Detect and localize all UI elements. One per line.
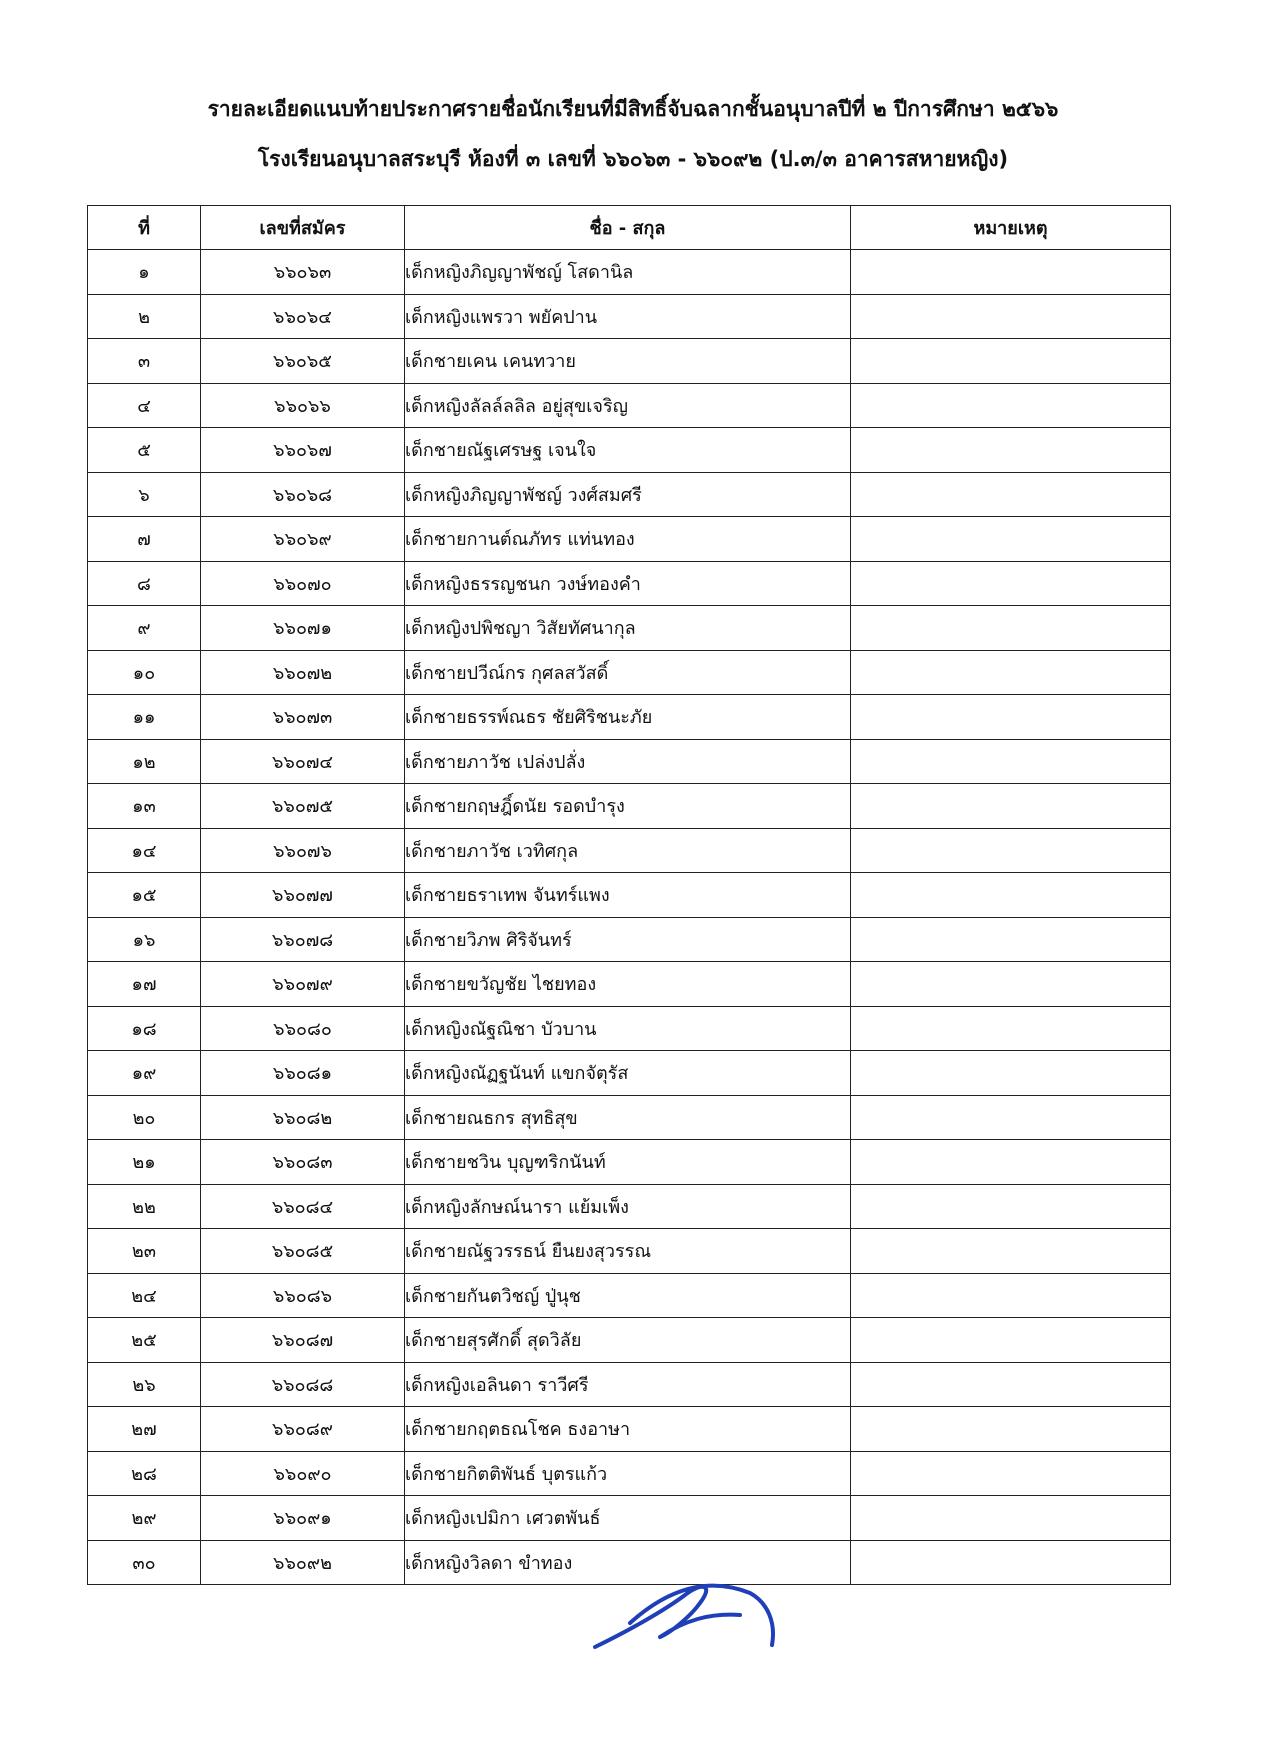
student-name: เด็กชายณัฐเศรษฐ เจนใจ [405,428,851,473]
note-cell [851,250,1171,295]
note-cell [851,784,1171,829]
table-row [88,650,1171,695]
note-cell [851,1095,1171,1140]
note-cell [851,1006,1171,1051]
row-number: ๒๒ [88,1184,201,1229]
note-cell [851,1273,1171,1318]
note-cell [851,695,1171,740]
row-number: ๒๔ [88,1273,201,1318]
note-cell [851,472,1171,517]
application-number: ๖๖๐๘๑ [201,1051,405,1096]
student-name: เด็กหญิงภิญญาพัชญ์ วงศ์สมศรี [405,472,851,517]
student-name: เด็กชายภาวัช เวทิศกุล [405,828,851,873]
student-name: เด็กชายกันตวิชญ์ ปู่นุช [405,1273,851,1318]
application-number: ๖๖๐๗๐ [201,561,405,606]
note-cell [851,1451,1171,1496]
table-row [88,962,1171,1007]
student-name: เด็กชายธราเทพ จันทร์แพง [405,873,851,918]
row-number: ๒๙ [88,1496,201,1541]
student-name: เด็กชายปวีณ์กร กุศลสวัสดิ์ [405,650,851,695]
note-cell [851,873,1171,918]
student-name: เด็กหญิงณัฐณิชา บัวบาน [405,1006,851,1051]
note-cell [851,1540,1171,1585]
row-number: ๑๗ [88,962,201,1007]
application-number: ๖๖๐๖๖ [201,383,405,428]
table-row [88,383,1171,428]
application-number: ๖๖๐๗๕ [201,784,405,829]
note-cell [851,1229,1171,1274]
row-number: ๑๒ [88,739,201,784]
student-name: เด็กชายกฤษฎิ์ดนัย รอดบำรุง [405,784,851,829]
table-row [88,428,1171,473]
table-row [88,1051,1171,1096]
table-row [88,784,1171,829]
application-number: ๖๖๐๖๔ [201,294,405,339]
table-row [88,294,1171,339]
note-cell [851,1496,1171,1541]
application-number: ๖๖๐๗๖ [201,828,405,873]
table-row [88,1229,1171,1274]
student-name: เด็กชายณธกร สุทธิสุข [405,1095,851,1140]
application-number: ๖๖๐๘๖ [201,1273,405,1318]
note-cell [851,606,1171,651]
row-number: ๒ [88,294,201,339]
row-number: ๒๗ [88,1407,201,1452]
table-row [88,250,1171,295]
application-number: ๖๖๐๗๘ [201,917,405,962]
application-number: ๖๖๐๘๐ [201,1006,405,1051]
student-name: เด็กชายวิภพ ศิริจันทร์ [405,917,851,962]
student-name: เด็กหญิงแพรวา พยัคปาน [405,294,851,339]
table-row [88,1273,1171,1318]
table-row [88,1184,1171,1229]
table-row [88,873,1171,918]
row-number: ๓ [88,339,201,384]
header-name: ชื่อ - สกุล [405,206,851,250]
row-number: ๘ [88,561,201,606]
table-row [88,917,1171,962]
header-no: ที่ [88,206,201,250]
row-number: ๒๕ [88,1318,201,1363]
row-number: ๑๐ [88,650,201,695]
student-name: เด็กหญิงวิลดา ขำทอง [405,1540,851,1585]
row-number: ๒๖ [88,1362,201,1407]
table-row [88,695,1171,740]
table-row [88,1140,1171,1185]
application-number: ๖๖๐๗๔ [201,739,405,784]
table-header-row [88,206,1171,250]
row-number: ๗ [88,517,201,562]
row-number: ๒๐ [88,1095,201,1140]
note-cell [851,383,1171,428]
application-number: ๖๖๐๗๓ [201,695,405,740]
student-table [87,205,1171,1585]
row-number: ๒๘ [88,1451,201,1496]
row-number: ๑๖ [88,917,201,962]
application-number: ๖๖๐๘๘ [201,1362,405,1407]
note-cell [851,1362,1171,1407]
table-row [88,1451,1171,1496]
row-number: ๑ [88,250,201,295]
application-number: ๖๖๐๘๓ [201,1140,405,1185]
application-number: ๖๖๐๖๗ [201,428,405,473]
application-number: ๖๖๐๖๕ [201,339,405,384]
application-number: ๖๖๐๘๕ [201,1229,405,1274]
application-number: ๖๖๐๙๒ [201,1540,405,1585]
student-name: เด็กชายกฤตธณโชค ธงอาษา [405,1407,851,1452]
signature-stroke [595,1586,773,1647]
table-row [88,1362,1171,1407]
note-cell [851,650,1171,695]
student-name: เด็กหญิงปพิชญา วิสัยทัศนากุล [405,606,851,651]
note-cell [851,294,1171,339]
student-name: เด็กหญิงเอลินดา ราวีศรี [405,1362,851,1407]
table-row [88,739,1171,784]
header-note: หมายเหตุ [851,206,1171,250]
table-body [88,250,1171,1585]
application-number: ๖๖๐๙๐ [201,1451,405,1496]
row-number: ๑๓ [88,784,201,829]
application-number: ๖๖๐๘๒ [201,1095,405,1140]
header-application-no: เลขที่สมัคร [201,206,405,250]
application-number: ๖๖๐๘๙ [201,1407,405,1452]
student-name: เด็กชายสุรศักดิ์ สุดวิลัย [405,1318,851,1363]
row-number: ๒๓ [88,1229,201,1274]
application-number: ๖๖๐๗๒ [201,650,405,695]
student-name: เด็กชายกิตติพันธ์ บุตรแก้ว [405,1451,851,1496]
application-number: ๖๖๐๙๑ [201,1496,405,1541]
table-row [88,561,1171,606]
row-number: ๑๔ [88,828,201,873]
student-name: เด็กหญิงภิญญาพัชญ์ โสดานิล [405,250,851,295]
table-row [88,517,1171,562]
row-number: ๔ [88,383,201,428]
application-number: ๖๖๐๗๑ [201,606,405,651]
note-cell [851,917,1171,962]
row-number: ๓๐ [88,1540,201,1585]
table-row [88,828,1171,873]
signature [590,1575,780,1655]
note-cell [851,1318,1171,1363]
application-number: ๖๖๐๗๙ [201,962,405,1007]
student-name: เด็กชายชวิน บุญฑริกนันท์ [405,1140,851,1185]
row-number: ๑๑ [88,695,201,740]
note-cell [851,517,1171,562]
row-number: ๙ [88,606,201,651]
document-subtitle: โรงเรียนอนุบาลสระบุรี ห้องที่ ๓ เลขที่ ๖๖๐๖๓ - ๖๖๐๙๒ (ป.๓/๓ อาคารสหายหญิง) [257,147,1009,171]
row-number: ๕ [88,428,201,473]
student-name: เด็กหญิงเปมิกา เศวตพันธ์ [405,1496,851,1541]
note-cell [851,428,1171,473]
table-row [88,339,1171,384]
note-cell [851,561,1171,606]
note-cell [851,739,1171,784]
application-number: ๖๖๐๖๘ [201,472,405,517]
note-cell [851,828,1171,873]
table-row [88,1407,1171,1452]
table-row [88,1318,1171,1363]
note-cell [851,1051,1171,1096]
note-cell [851,962,1171,1007]
student-name: เด็กชายเคน เคนทวาย [405,339,851,384]
table-row [88,606,1171,651]
table-row [88,1006,1171,1051]
row-number: ๑๙ [88,1051,201,1096]
table-row [88,472,1171,517]
application-number: ๖๖๐๘๔ [201,1184,405,1229]
table-row [88,1095,1171,1140]
row-number: ๑๕ [88,873,201,918]
student-name: เด็กชายขวัญชัย ไชยทอง [405,962,851,1007]
application-number: ๖๖๐๖๓ [201,250,405,295]
application-number: ๖๖๐๖๙ [201,517,405,562]
note-cell [851,339,1171,384]
student-name: เด็กหญิงลักษณ์นารา แย้มเพ็ง [405,1184,851,1229]
note-cell [851,1184,1171,1229]
note-cell [851,1407,1171,1452]
student-name: เด็กชายภาวัช เปล่งปลั่ง [405,739,851,784]
row-number: ๖ [88,472,201,517]
student-name: เด็กหญิงธรรญชนก วงษ์ทองคำ [405,561,851,606]
student-name: เด็กชายณัฐวรรธน์ ยืนยงสุวรรณ [405,1229,851,1274]
row-number: ๒๑ [88,1140,201,1185]
student-name: เด็กชายธรรพ์ณธร ชัยศิริชนะภัย [405,695,851,740]
student-name: เด็กหญิงลัลล์ลลิล อยู่สุขเจริญ [405,383,851,428]
application-number: ๖๖๐๗๗ [201,873,405,918]
student-name: เด็กหญิงณัฏฐนันท์ แขกจัตุรัส [405,1051,851,1096]
note-cell [851,1140,1171,1185]
application-number: ๖๖๐๘๗ [201,1318,405,1363]
document-title: รายละเอียดแนบท้ายประกาศรายชื่อนักเรียนที่มีสิทธิ์จับฉลากชั้นอนุบาลปีที่ ๒ ปีการศึกษา ๒๕๖๖ [207,97,1059,121]
table-row [88,1496,1171,1541]
row-number: ๑๘ [88,1006,201,1051]
student-name: เด็กชายกานต์ณภัทร แท่นทอง [405,517,851,562]
